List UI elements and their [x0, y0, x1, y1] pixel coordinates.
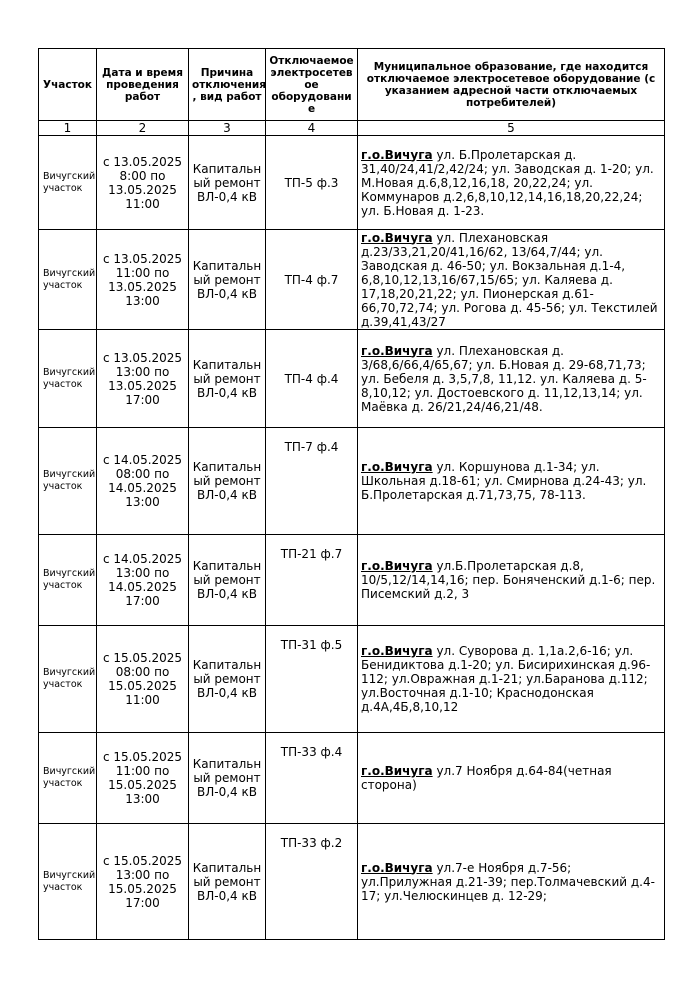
table-row — [39, 824, 665, 940]
address-cell — [358, 136, 665, 230]
reason-cell: Капитальн ый ремонт ВЛ-0,4 кВ — [189, 626, 266, 733]
city-name: г.о.Вичуга — [361, 460, 433, 474]
area-cell: Вичугский участок — [39, 733, 97, 824]
reason-cell: Капитальн ый ремонт ВЛ-0,4 кВ — [189, 824, 266, 940]
date-cell: с 15.05.2025 13:00 по 15.05.2025 17:00 — [97, 824, 189, 940]
date-cell: с 13.05.2025 11:00 по 13.05.2025 13:00 — [97, 230, 189, 330]
reason-cell: Капитальн ый ремонт ВЛ-0,4 кВ — [189, 230, 266, 330]
equipment-cell: ТП-5 ф.3 — [266, 136, 358, 230]
address-text: ул. Б.Пролетарская д. 31,40/24,41/2,42/24; ул. Заводская д. 1-20; ул. М.Новая д.6,8,12,16,18, 20,22,24; ул. Коммунаров д.2,6,8,10,12,14,16,18,20,22,24; ул. Б.Новая д. 1-23. — [361, 147, 654, 218]
header-equipment: Отключаемое электросетев ое оборудовани е — [266, 49, 358, 121]
city-name: г.о.Вичуга — [361, 230, 433, 245]
address-cell — [358, 428, 665, 535]
city-name: г.о.Вичуга — [361, 644, 433, 658]
column-number: 3 — [189, 121, 266, 136]
area-cell: Вичугский участок — [39, 535, 97, 626]
header-row — [39, 49, 665, 121]
equipment-cell: ТП-21 ф.7 — [266, 535, 358, 626]
equipment-cell: ТП-7 ф.4 — [266, 428, 358, 535]
reason-cell: Капитальн ый ремонт ВЛ-0,4 кВ — [189, 428, 266, 535]
address-cell — [358, 330, 665, 428]
column-number: 5 — [358, 121, 665, 136]
header-area: Участок — [39, 49, 97, 121]
address-text: ул. Коршунова д.1-34; ул. Школьная д.18-61; ул. Смирнова д.24-43; ул. Б.Пролетарская д.71,73,75, 78-113. — [361, 460, 647, 502]
address-text: ул. Суворова д. 1,1а.2,6-16; ул. Бенидиктова д.1-20; ул. Бисирихинская д.96-112; ул.Овражная д.1-21; ул.Баранова д.112; ул.Восточная д.1-10; Краснодонская д.4А,4Б,8,10,12 — [361, 644, 651, 714]
date-cell: с 14.05.2025 08:00 по 14.05.2025 13:00 — [97, 428, 189, 535]
table-row — [39, 330, 665, 428]
equipment-cell: ТП-31 ф.5 — [266, 626, 358, 733]
area-cell: Вичугский участок — [39, 136, 97, 230]
date-cell: с 13.05.2025 13:00 по 13.05.2025 17:00 — [97, 330, 189, 428]
reason-cell: Капитальн ый ремонт ВЛ-0,4 кВ — [189, 136, 266, 230]
area-cell: Вичугский участок — [39, 626, 97, 733]
header-date: Дата и время проведения работ — [97, 49, 189, 121]
reason-cell: Капитальн ый ремонт ВЛ-0,4 кВ — [189, 535, 266, 626]
city-name: г.о.Вичуга — [361, 147, 433, 162]
table-row — [39, 733, 665, 824]
date-cell: с 14.05.2025 13:00 по 14.05.2025 17:00 — [97, 535, 189, 626]
area-cell: Вичугский участок — [39, 824, 97, 940]
outage-schedule-table — [38, 48, 665, 940]
equipment-cell: ТП-4 ф.4 — [266, 330, 358, 428]
area-cell: Вичугский участок — [39, 230, 97, 330]
equipment-cell: ТП-4 ф.7 — [266, 230, 358, 330]
city-name: г.о.Вичуга — [361, 559, 433, 573]
city-name: г.о.Вичуга — [361, 764, 433, 778]
address-cell — [358, 733, 665, 824]
address-cell — [358, 230, 665, 330]
date-cell: с 15.05.2025 11:00 по 15.05.2025 13:00 — [97, 733, 189, 824]
date-cell: с 15.05.2025 08:00 по 15.05.2025 11:00 — [97, 626, 189, 733]
address-text: ул.Б.Пролетарская д.8, 10/5,12/14,14,16; пер. Боняченский д.1-6; пер. Писемский д.2, 3 — [361, 559, 656, 601]
area-cell: Вичугский участок — [39, 330, 97, 428]
column-numbers-row — [39, 121, 665, 136]
table-row — [39, 136, 665, 230]
address-text: ул.7 Ноября д.64-84(четная сторона) — [361, 764, 612, 792]
date-cell: с 13.05.2025 8:00 по 13.05.2025 11:00 — [97, 136, 189, 230]
address-cell — [358, 824, 665, 940]
area-cell: Вичугский участок — [39, 428, 97, 535]
city-name: г.о.Вичуга — [361, 860, 433, 875]
equipment-cell: ТП-33 ф.4 — [266, 733, 358, 824]
equipment-cell: ТП-33 ф.2 — [266, 824, 358, 940]
column-number: 2 — [97, 121, 189, 136]
table-row — [39, 626, 665, 733]
city-name: г.о.Вичуга — [361, 343, 433, 358]
table-row — [39, 230, 665, 330]
reason-cell: Капитальн ый ремонт ВЛ-0,4 кВ — [189, 733, 266, 824]
column-number: 4 — [266, 121, 358, 136]
header-reason: Причина отключения , вид работ — [189, 49, 266, 121]
address-text: ул.7-е Ноября д.7-56; ул.Прилужная д.21-39; пер.Толмачевский д.4-17; ул.Челюскинцев д. 12-29; — [361, 860, 655, 903]
address-text: ул. Плехановская д.23/33,21,20/41,16/62, 13/64,7/44; ул. Заводская д. 46-50; ул. Вокзальная д.1-4, 6,8,10,12,13,16/67,15/65; ул. Каляева д. 17,18,20,21,22; ул. Пионерская д.61-66,70,72,74; ул. Рогова д. 45-56; ул. Текстилей д.39,41,43/27 — [361, 230, 658, 329]
table-row — [39, 428, 665, 535]
header-address: Муниципальное образование, где находится отключаемое электросетевое оборудование (с указанием адресной части отключаемых потребителей) — [358, 49, 665, 121]
reason-cell: Капитальн ый ремонт ВЛ-0,4 кВ — [189, 330, 266, 428]
address-cell — [358, 626, 665, 733]
column-number: 1 — [39, 121, 97, 136]
address-cell — [358, 535, 665, 626]
address-text: ул. Плехановская д. 3/68,6/66,4/65,67; ул. Б.Новая д. 29-68,71,73; ул. Бебеля д. 3,5,7,8, 11,12. ул. Каляева д. 5-8,10,12; ул. Достоевского д. 11,12,13,14; ул. Маёвка д. 26/21,24/46,21/48. — [361, 343, 647, 414]
table-row — [39, 535, 665, 626]
